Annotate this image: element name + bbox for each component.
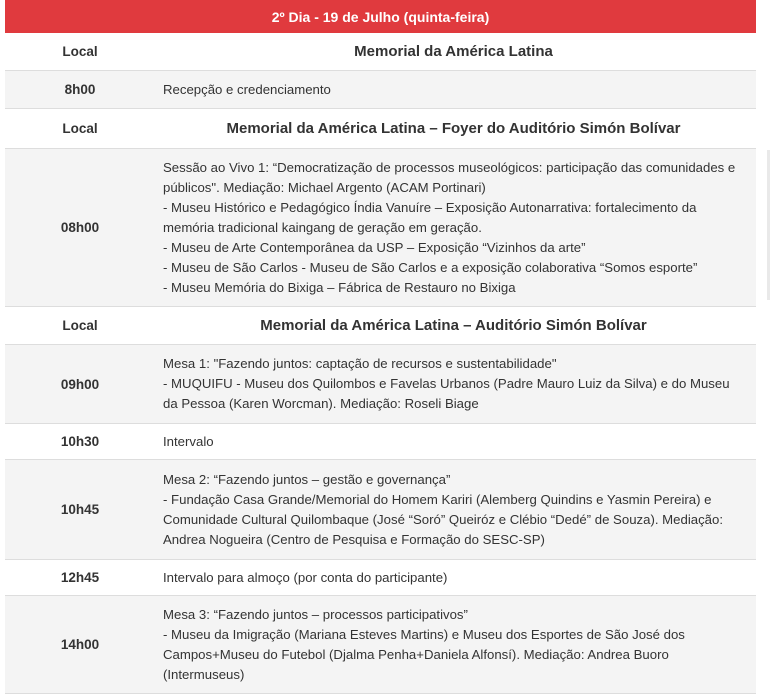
venue-cell: Memorial da América Latina – Foyer do Auditório Simón Bolívar [226,119,681,137]
time-cell: 10h30 [60,434,100,449]
venue-row [5,109,756,149]
session-cell [155,345,756,423]
session-row [5,424,756,460]
session-cell [155,460,756,559]
session-row [5,149,756,307]
session-line: Andrea Nogueira (Centro de Pesquisa e Formação do SESC-SP) [163,531,545,547]
venue-cell: Memorial da América Latina – Auditório Simón Bolívar [260,316,647,334]
session-line: Sessão ao Vivo 1: “Democratização de processos museológicos: participação das comunidades e [163,159,736,175]
session-line: (Intermuseus) [163,666,245,682]
session-line: Recepção e credenciamento [163,81,331,97]
session-row [5,560,756,596]
session-line: - Museu de São Carlos - Museu de São Carlos e a exposição colaborativa “Somos esporte” [163,259,698,275]
session-line: Intervalo para almoço (por conta do participante) [163,569,448,585]
day-title: 2º Dia - 19 de Julho (quinta-feira) [271,8,490,25]
time-cell: Local [62,44,98,59]
session-line: públicos". Mediação: Michael Argento (ACAM Portinari) [163,179,486,195]
session-cell [155,149,756,306]
time-cell: 14h00 [60,637,100,652]
session-line: - Museu da Imigração (Mariana Esteves Martins) e Museu dos Esportes de São José dos [163,626,685,642]
session-cell [155,596,756,693]
session-line: Mesa 2: “Fazendo juntos – gestão e governança” [163,471,451,487]
venue-row [5,33,756,71]
session-line: Mesa 3: “Fazendo juntos – processos participativos” [163,606,468,622]
time-cell: 09h00 [60,376,100,392]
session-row [5,460,756,560]
session-line: Campos+Museu do Futebol (Djalma Penha+Daniela Alfonsí). Mediação: Andrea Buoro [163,646,669,662]
session-line: da Pessoa (Karen Worcman). Mediação: Roseli Biage [163,396,479,411]
session-line: - Museu de Arte Contemporânea da USP – Exposição “Vizinhos da arte” [163,239,586,255]
time-cell: 8h00 [64,82,96,97]
session-cell [155,560,756,595]
session-row [5,345,756,424]
session-line: memória tradicional kaingang de geração em geração. [163,219,482,235]
session-line: - Museu Memória do Bixiga – Fábrica de Restauro no Bixiga [163,279,516,295]
session-cell [155,71,756,108]
session-line: - Museu Histórico e Pedagógico Índia Vanuíre – Exposição Autonarrativa: fortalecimento da [163,199,697,215]
time-cell: 12h45 [60,570,100,585]
venue-cell: Memorial da América Latina [354,42,553,60]
day-header [5,0,756,33]
time-cell: Local [62,318,98,333]
session-row [5,596,756,694]
time-cell: 10h45 [60,502,100,517]
session-line: Comunidade Cultural Quilombaque (José “Soró” Queiróz e Clébio “Dedé” de Souza). Mediação: [163,511,724,527]
schedule-table [5,0,756,694]
time-cell: 08h00 [60,220,100,235]
venue-row [5,307,756,345]
session-line: Intervalo [163,433,214,449]
session-row [5,71,756,109]
time-cell: Local [62,121,98,136]
session-line: - MUQUIFU - Museu dos Quilombos e Favelas Urbanos (Padre Mauro Luiz da Silva) e do Museu [163,376,730,391]
session-line: Mesa 1: "Fazendo juntos: captação de recursos e sustentabilidade" [163,356,557,371]
session-cell [155,424,756,459]
session-line: - Fundação Casa Grande/Memorial do Homem Kariri (Alemberg Quindins e Yasmin Pereira) e [163,491,712,507]
